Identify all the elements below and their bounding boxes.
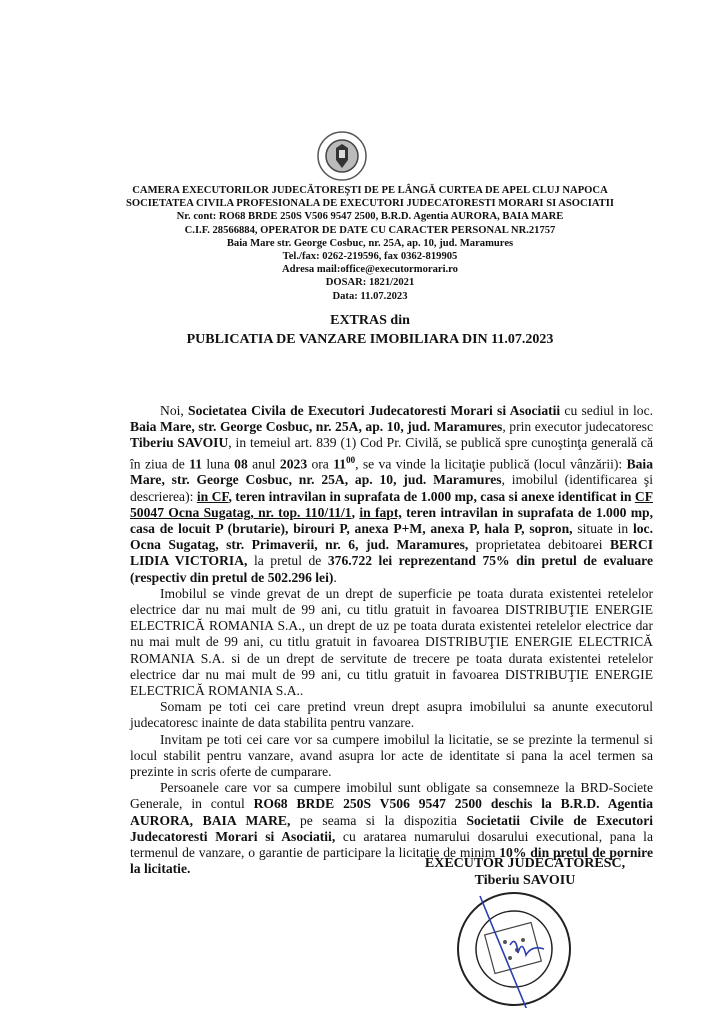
text-run: 2023 <box>279 456 308 472</box>
text-run: , prin executor judecatoresc <box>502 419 654 435</box>
letterhead-line: C.I.F. 28566884, OPERATOR DE DATE CU CARACTER PERSONAL NR.21757 <box>184 224 556 236</box>
text-run: Invitam pe toti cei care vor sa cumpere imobilul la licitatie, se se prezinte la termenul si locul stabilit pentru vanzare, avand asupra lor acte de identitate si pana la acel termen sa prezinte in scris oferte de cumparare. <box>130 731 653 779</box>
text-run: Noi, <box>160 403 189 418</box>
text-run: 00 <box>346 454 356 465</box>
text-run: , in temeiul art. 839 (1) Cod Pr. Civilă, se publică spre cunoştinţa generală că în ziua de <box>130 435 654 472</box>
text-run: Imobilul se vinde grevat de un drept de superficie pe toata durata existentei retelelor electrice dar nu mai mult de 99 ani, cu titlu gratuit in favoarea DISTRIBUŢIE ENERGIE ELECTRICĂ ROMANIA S.A., un drept de uz pe toata durata existentei retelelor electrice dar nu mai mult de 99 ani, cu titlu gratuit in favoarea DISTRIBUŢIE ENERGIE ELECTRICĂ ROMANIA S.A. si de un drept de servitute de trecere pe toata durata existentei retelelor electrice dar nu mai mult de 99 ani, cu titlu gratuit in favoarea DISTRIBUŢIE ENERGIE ELECTRICĂ ROMANIA S.A.. <box>130 585 653 698</box>
text-run: RO68 BRDE 250S V506 9547 2500 deschis la B.R.D. Agentia AURORA, BAIA MARE, <box>130 796 654 828</box>
paragraph <box>130 732 653 781</box>
text-run: , se va vinde la licitaţie publică (locul vânzării): <box>355 456 627 472</box>
text-run: , teren intravilan in suprafata de 1.000 mp, casa si anexe identificat in <box>228 488 635 504</box>
text-run: anul <box>247 456 280 472</box>
text-run: , imobilul (identificarea şi descrierea): <box>130 472 653 504</box>
text-run: CF 50047 Ocna Sugatag, nr. top. 110/11/1 <box>130 488 654 520</box>
text-run: 376.722 lei reprezentand 75% din pretul de evaluare (respectiv din pretul de 502.296 lei) <box>130 553 653 585</box>
paragraph <box>130 699 653 731</box>
text-run: in fapt, <box>359 504 402 520</box>
letterhead-line: Baia Mare str. George Cosbuc, nr. 25A, ap. 10, jud. Maramures <box>226 237 514 249</box>
letterhead-line: CAMERA EXECUTORILOR JUDECĂTOREŞTI DE PE LÂNGĂ CURTEA DE APEL CLUJ NAPOCA <box>132 185 608 196</box>
letterhead-line: Adresa mail:office@executormorari.ro <box>282 264 458 276</box>
official-stamp-icon <box>455 890 573 1008</box>
document-body <box>130 403 653 877</box>
text-run: situate in <box>572 520 633 536</box>
signature-block <box>400 855 650 889</box>
text-run: Baia Mare, str. George Cosbuc, nr. 25A, ap. 10, jud. Maramures <box>130 419 503 435</box>
text-run: proprietatea debitoarei <box>468 537 610 553</box>
text-run: 11 <box>189 456 203 472</box>
text-run: teren intravilan in suprafata de 1.000 mp, casa de locuit P (brutarie), birouri P, anexa P+M, anexa P, hala P, sopron, <box>130 504 654 536</box>
text-run: pe seama si la dispozitia <box>290 812 467 828</box>
paragraph <box>130 403 653 586</box>
text-run: Baia Mare, str. George Cosbuc, nr. 25A, ap. 10, jud. Maramures <box>130 456 653 488</box>
text-run: cu aratarea numarului dosarului executional, pana la termenul de vanzare, o garantie de participare la licitatie de minim <box>130 828 653 861</box>
signature-name: Tiberiu SAVOIU <box>474 873 576 888</box>
text-run: . <box>333 569 337 585</box>
text-run: Societatii Civile de Executori Judecatoresti Morari si Asociatii, <box>130 812 654 844</box>
letterhead-line: Data: 11.07.2023 <box>332 290 408 302</box>
document-title <box>100 311 640 349</box>
paragraph <box>130 586 653 699</box>
text-run: Persoanele care vor sa cumpere imobilul sunt obligate sa consemneze la BRD-Societe Generale, in contul <box>130 780 653 812</box>
text-run: BERCI LIDIA VICTORIA, <box>130 537 654 569</box>
text-run: loc. Ocna Sugatag, str. Primaverii, nr. 6, jud. Maramures, <box>130 520 653 553</box>
text-run: Somam pe toti cei care pretind vreun drept asupra imobilului sa anunte executorul judecatoresc inainte de data stabilita pentru vanzare. <box>130 699 653 731</box>
romania-coat-of-arms-seal-icon <box>316 130 368 182</box>
text-run: luna <box>202 456 235 472</box>
text-run: ora <box>307 456 334 472</box>
text-run: 11 <box>333 456 347 472</box>
text-run: , <box>351 504 360 520</box>
text-run: 08 <box>234 456 248 472</box>
letterhead <box>100 184 640 303</box>
text-run: la pretul de <box>247 553 328 569</box>
text-run: Societatea Civila de Executori Judecatoresti Morari si Asociatii <box>188 403 561 418</box>
letterhead-line: Tel./fax: 0262-219596, fax 0362-819905 <box>282 251 458 263</box>
letterhead-line: Nr. cont: RO68 BRDE 250S V506 9547 2500, B.R.D. Agentia AURORA, BAIA MARE <box>176 211 564 223</box>
letterhead-line: DOSAR: 1821/2021 <box>325 277 415 289</box>
title-line-1: EXTRAS din <box>330 313 410 328</box>
text-run: 10% din pretul de pornire la licitatie. <box>130 845 653 877</box>
signature-role: EXECUTOR JUDECĂTORESC, <box>424 856 626 871</box>
text-run: in CF <box>196 488 229 504</box>
title-line-2: PUBLICATIA DE VANZARE IMOBILIARA DIN 11.07.2023 <box>186 332 554 347</box>
letterhead-line: SOCIETATEA CIVILA PROFESIONALA DE EXECUTORI JUDECATORESTI MORARI SI ASOCIATII <box>125 198 614 210</box>
text-run: cu sediul in loc. <box>560 403 654 418</box>
text-run: Tiberiu SAVOIU <box>130 435 229 451</box>
